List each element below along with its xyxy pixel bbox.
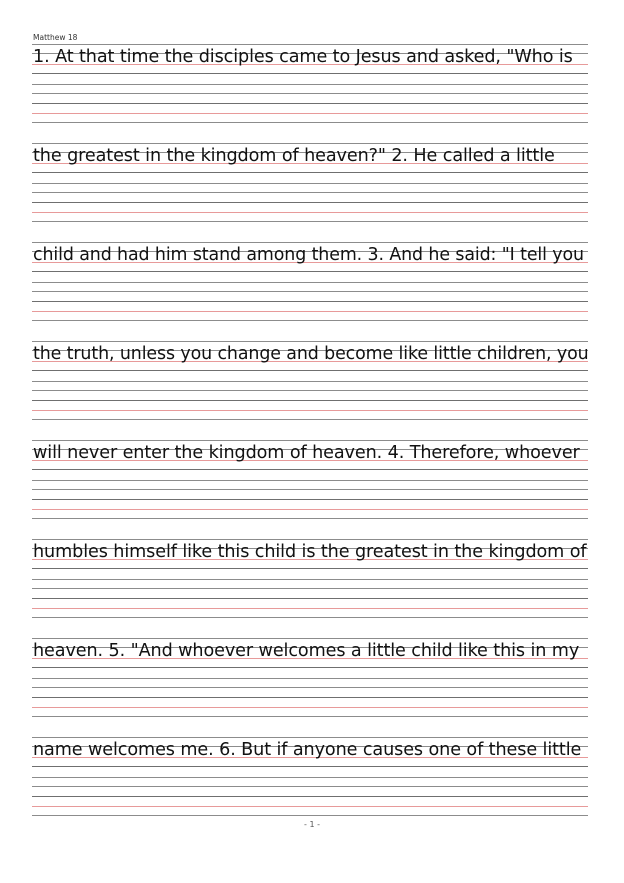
ruled-line bbox=[32, 777, 588, 778]
ruled-line bbox=[32, 716, 588, 717]
ruled-line bbox=[32, 242, 588, 243]
baseline-line bbox=[32, 707, 588, 708]
baseline-line bbox=[32, 608, 588, 609]
practice-text-line-8: name welcomes me. 6. But if anyone causes one of these little bbox=[33, 740, 582, 760]
ruled-line bbox=[32, 737, 588, 738]
ruled-line bbox=[32, 617, 588, 618]
ruled-line bbox=[32, 381, 588, 382]
ruled-line bbox=[32, 815, 588, 816]
ruled-line bbox=[32, 638, 588, 639]
ruled-line bbox=[32, 271, 588, 272]
ruled-line bbox=[32, 400, 588, 401]
practice-text-line-1: 1. At that time the disciples came to Jesus and asked, "Who is bbox=[33, 47, 573, 67]
ruled-line bbox=[32, 469, 588, 470]
ruled-line bbox=[32, 518, 588, 519]
ruled-line bbox=[32, 678, 588, 679]
ruled-line bbox=[32, 172, 588, 173]
ruled-line bbox=[32, 84, 588, 85]
ruled-line bbox=[32, 93, 588, 94]
ruled-line bbox=[32, 390, 588, 391]
ruled-line bbox=[32, 687, 588, 688]
ruled-line bbox=[32, 499, 588, 500]
baseline-line bbox=[32, 113, 588, 114]
ruled-line bbox=[32, 786, 588, 787]
ruled-line bbox=[32, 282, 588, 283]
baseline-line bbox=[32, 410, 588, 411]
baseline-line bbox=[32, 311, 588, 312]
ruled-line bbox=[32, 766, 588, 767]
ruled-line bbox=[32, 291, 588, 292]
chapter-header: Matthew 18 bbox=[33, 33, 78, 42]
baseline-line bbox=[32, 806, 588, 807]
ruled-line bbox=[32, 221, 588, 222]
ruled-line bbox=[32, 143, 588, 144]
practice-text-line-6: humbles himself like this child is the greatest in the kingdom of bbox=[33, 542, 587, 562]
practice-text-line-3: child and had him stand among them. 3. And he said: "I tell you bbox=[33, 245, 584, 265]
ruled-line bbox=[32, 568, 588, 569]
practice-text-line-4: the truth, unless you change and become like little children, you bbox=[33, 344, 589, 364]
practice-text-line-2: the greatest in the kingdom of heaven?" 2. He called a little bbox=[33, 146, 555, 166]
ruled-line bbox=[32, 202, 588, 203]
ruled-line bbox=[32, 489, 588, 490]
ruled-line bbox=[32, 301, 588, 302]
ruled-line bbox=[32, 183, 588, 184]
ruled-line bbox=[32, 588, 588, 589]
ruled-line bbox=[32, 697, 588, 698]
ruled-line bbox=[32, 370, 588, 371]
ruled-line bbox=[32, 579, 588, 580]
ruled-line bbox=[32, 419, 588, 420]
practice-text-line-5: will never enter the kingdom of heaven. 4. Therefore, whoever bbox=[33, 443, 580, 463]
ruled-line bbox=[32, 667, 588, 668]
practice-text-line-7: heaven. 5. "And whoever welcomes a little child like this in my bbox=[33, 641, 580, 661]
ruled-line bbox=[32, 341, 588, 342]
ruled-line bbox=[32, 796, 588, 797]
ruled-line bbox=[32, 598, 588, 599]
ruled-line bbox=[32, 192, 588, 193]
baseline-line bbox=[32, 509, 588, 510]
ruled-line bbox=[32, 73, 588, 74]
page-number: - 1 - bbox=[304, 820, 320, 829]
baseline-line bbox=[32, 212, 588, 213]
ruled-line bbox=[32, 122, 588, 123]
ruled-line bbox=[32, 440, 588, 441]
ruled-line bbox=[32, 539, 588, 540]
ruled-line bbox=[32, 103, 588, 104]
ruled-line bbox=[32, 44, 588, 45]
ruled-line bbox=[32, 480, 588, 481]
ruled-line bbox=[32, 320, 588, 321]
